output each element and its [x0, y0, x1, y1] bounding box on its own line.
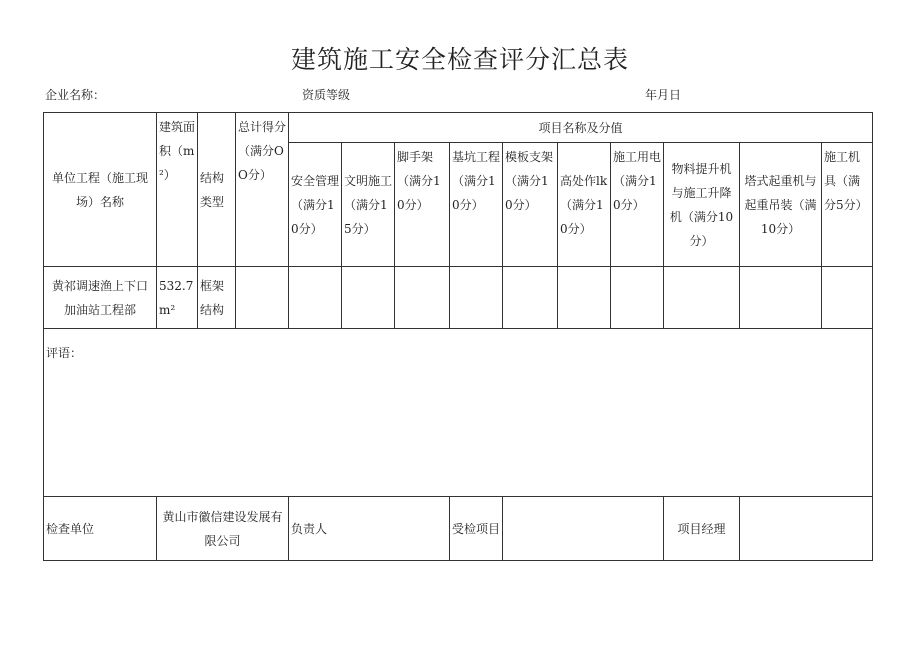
- page-title: 建筑施工安全检查评分汇总表: [290, 45, 629, 74]
- header-item-group: 项目名称及分值: [289, 113, 873, 143]
- cell-structure-type: 框架结构: [198, 267, 236, 329]
- header-item-work-at-height: 高处作lk（满分10分）: [558, 143, 611, 267]
- header-item-tower-crane: 塔式起重机与起重吊装（满10分）: [740, 143, 822, 267]
- date-label: 年月日: [645, 88, 682, 102]
- header-total-score: 总计得分（满分OO分）: [236, 113, 289, 267]
- cell-building-area: 532.7m²: [157, 267, 198, 329]
- company-name-label: 企业名称：: [45, 88, 106, 102]
- header-item-safety-management: 安全管理（满分10分）: [289, 143, 342, 267]
- header-unit-name: 单位工程（施工现场）名称: [44, 113, 157, 267]
- cell-score: [450, 267, 503, 329]
- cell-score: [740, 267, 822, 329]
- table-row: [44, 267, 873, 329]
- header-item-formwork: 模板支架（满分10分）: [503, 143, 558, 267]
- inspected-project-label: 受检项目: [450, 497, 503, 561]
- responsible-label: 负责人: [289, 497, 450, 561]
- header-item-electricity: 施工用电（满分10分）: [611, 143, 664, 267]
- inspect-unit-value: 黄山市徽信建设发展有限公司: [157, 497, 289, 561]
- cell-unit-name: 黄祁调速渔上下口加油站工程部: [44, 267, 157, 329]
- cell-score: [822, 267, 873, 329]
- cell-score: [289, 267, 342, 329]
- cell-score: [342, 267, 395, 329]
- cell-score: [558, 267, 611, 329]
- cell-score: [664, 267, 740, 329]
- header-item-machinery: 施工机具（满分5分）: [822, 143, 873, 267]
- cell-total-score: [236, 267, 289, 329]
- header-structure-type: 结构类型: [198, 113, 236, 267]
- comment-area: 评语：: [44, 329, 873, 497]
- project-manager-label: 项目经理: [664, 497, 740, 561]
- cell-score: [395, 267, 450, 329]
- header-item-hoist: 物料提升机与施工升降机（满分10分）: [664, 143, 740, 267]
- header-item-foundation-pit: 基坑工程（满分10分）: [450, 143, 503, 267]
- inspected-project-value: [503, 497, 664, 561]
- summary-table: [43, 112, 873, 561]
- inspect-unit-label: 检查单位: [44, 497, 157, 561]
- cell-score: [503, 267, 558, 329]
- project-manager-value: [740, 497, 873, 561]
- header-building-area: 建筑面积（m²）: [157, 113, 198, 267]
- header-item-scaffold: 脚手架（满分10分）: [395, 143, 450, 267]
- header-item-civilized-construction: 文明施工（满分15分）: [342, 143, 395, 267]
- qualification-label: 资质等级: [302, 88, 351, 102]
- cell-score: [611, 267, 664, 329]
